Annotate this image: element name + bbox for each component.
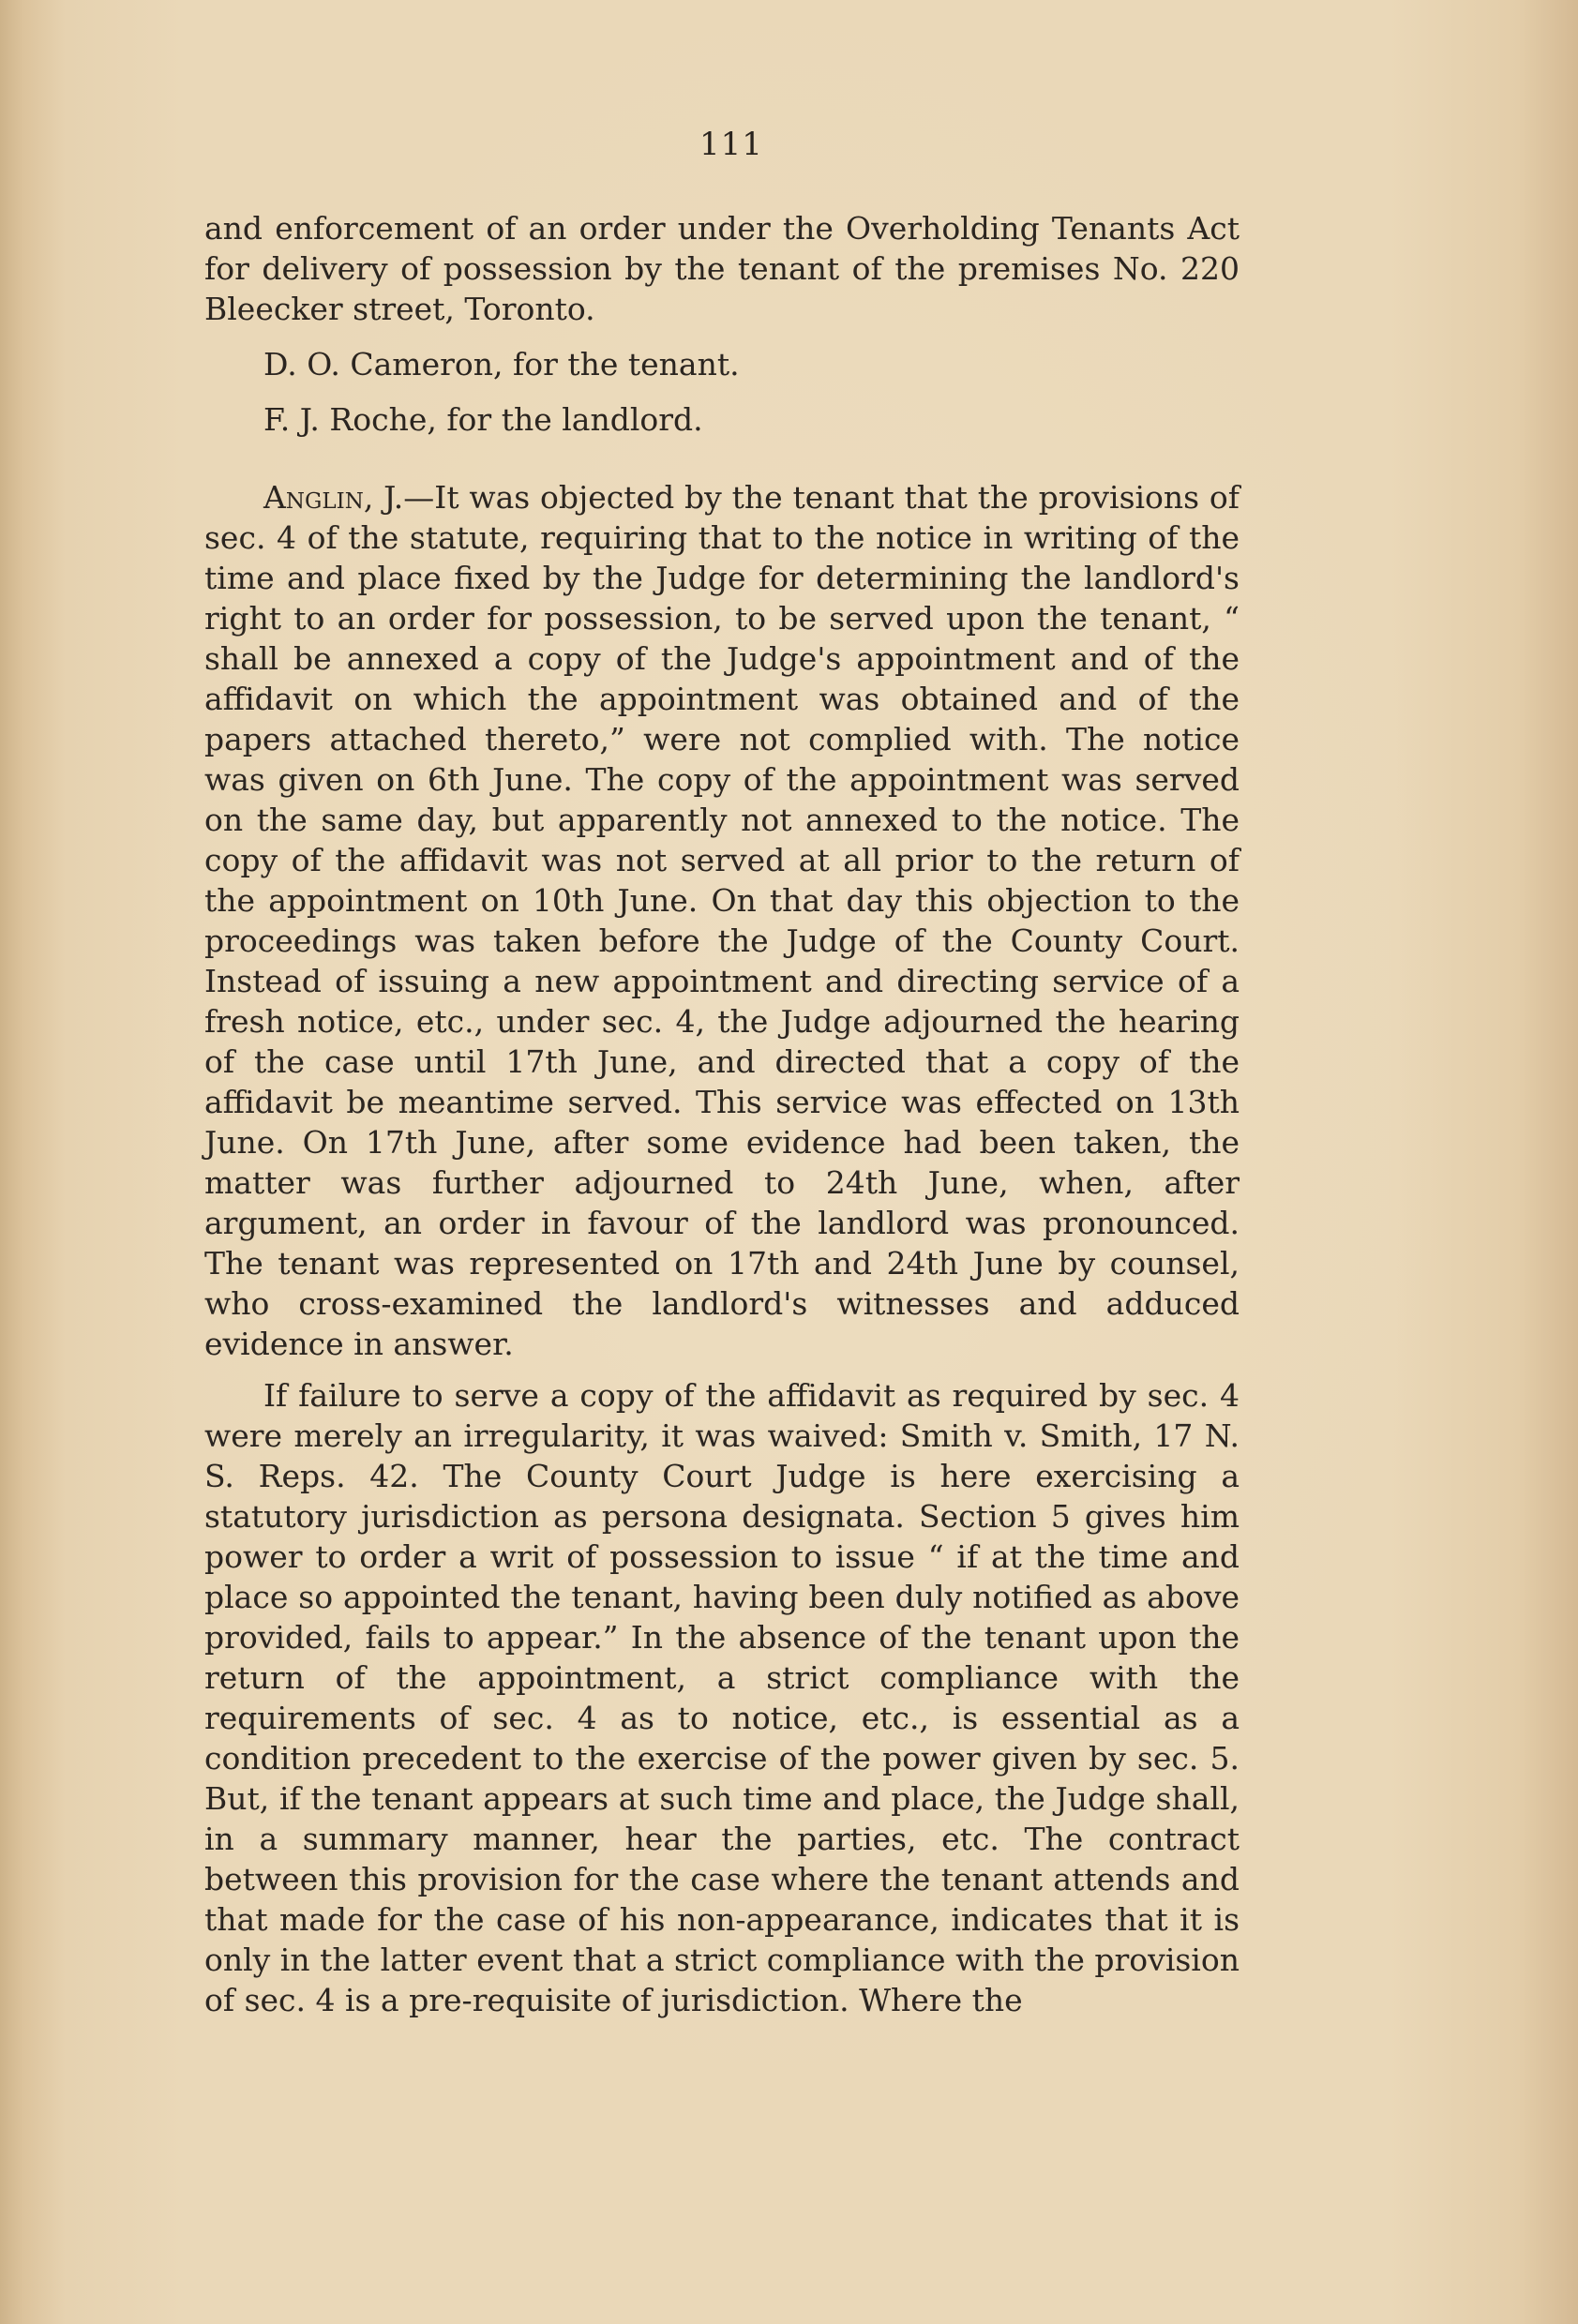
body-text [204, 208, 1240, 2032]
counsel-landlord: F. J. Roche, for the landlord. [263, 401, 703, 438]
case-intro-paragraph: and enforcement of an order under the Overholding Tenants Act for delivery of possession by the tenant of the premises No. 220 Bleecker street, Toronto. [204, 210, 1240, 327]
judge-name: Anglin, J. [263, 479, 404, 516]
judgment-paragraph-1 [204, 477, 1240, 1364]
judgment-paragraph-2: If failure to serve a copy of the affidavit as required by sec. 4 were merely an irregularity, it was waived: Smith v. Smith, 17 N. S. Reps. 42. The County Court Judge is here exercising a statutory jurisdiction as persona designata. Section 5 gives him power to order a writ of possession to issue “ if at the time and place so appointed the tenant, having been duly notified as above provided, fails to appear.” In the absence of the tenant upon the return of the appointment, a strict compliance with the requirements of sec. 4 as to notice, etc., is essential as a condition precedent to the exercise of the power given by sec. 5. But, if the tenant appears at such time and place, the Judge shall, in a summary manner, hear the parties, etc. The contract between this provision for the case where the tenant attends and that made for the case of his non-appearance, indicates that it is only in the latter event that a strict compliance with the provision of sec. 4 is a pre-requisite of jurisdiction. Where the [204, 1377, 1240, 2018]
counsel-tenant: D. O. Cameron, for the tenant. [263, 346, 740, 382]
page-number: 111 [699, 126, 763, 163]
judgment-paragraph-1-text: —It was objected by the tenant that the provisions of sec. 4 of the statute, requiring that to the notice in writing of the time and place fixed by the Judge for determining the landlord's right to an order for possession, to be served upon the tenant, “ shall be annexed a copy of the Judge's appointment and of the affidavit on which the appointment was obtained and of the papers attached thereto,” were not complied with. The notice was given on 6th June. The copy of the appointment was served on the same day, but apparently not annexed to the notice. The copy of the affidavit was not served at all prior to the return of the appointment on 10th June. On that day this objection to the proceedings was taken before the Judge of the County Court. Instead of issuing a new appointment and directing service of a fresh notice, etc., under sec. 4, the Judge adjourned the hearing of the case until 17th June, and directed that a copy of the affidavit be meantime served. This service was effected on 13th June. On 17th June, after some evidence had been taken, the matter was further adjourned to 24th June, when, after argument, an order in favour of the landlord was pronounced. The tenant was represented on 17th and 24th June by counsel, who cross-examined the landlord's witnesses and adduced evidence in answer. [204, 479, 1240, 1362]
